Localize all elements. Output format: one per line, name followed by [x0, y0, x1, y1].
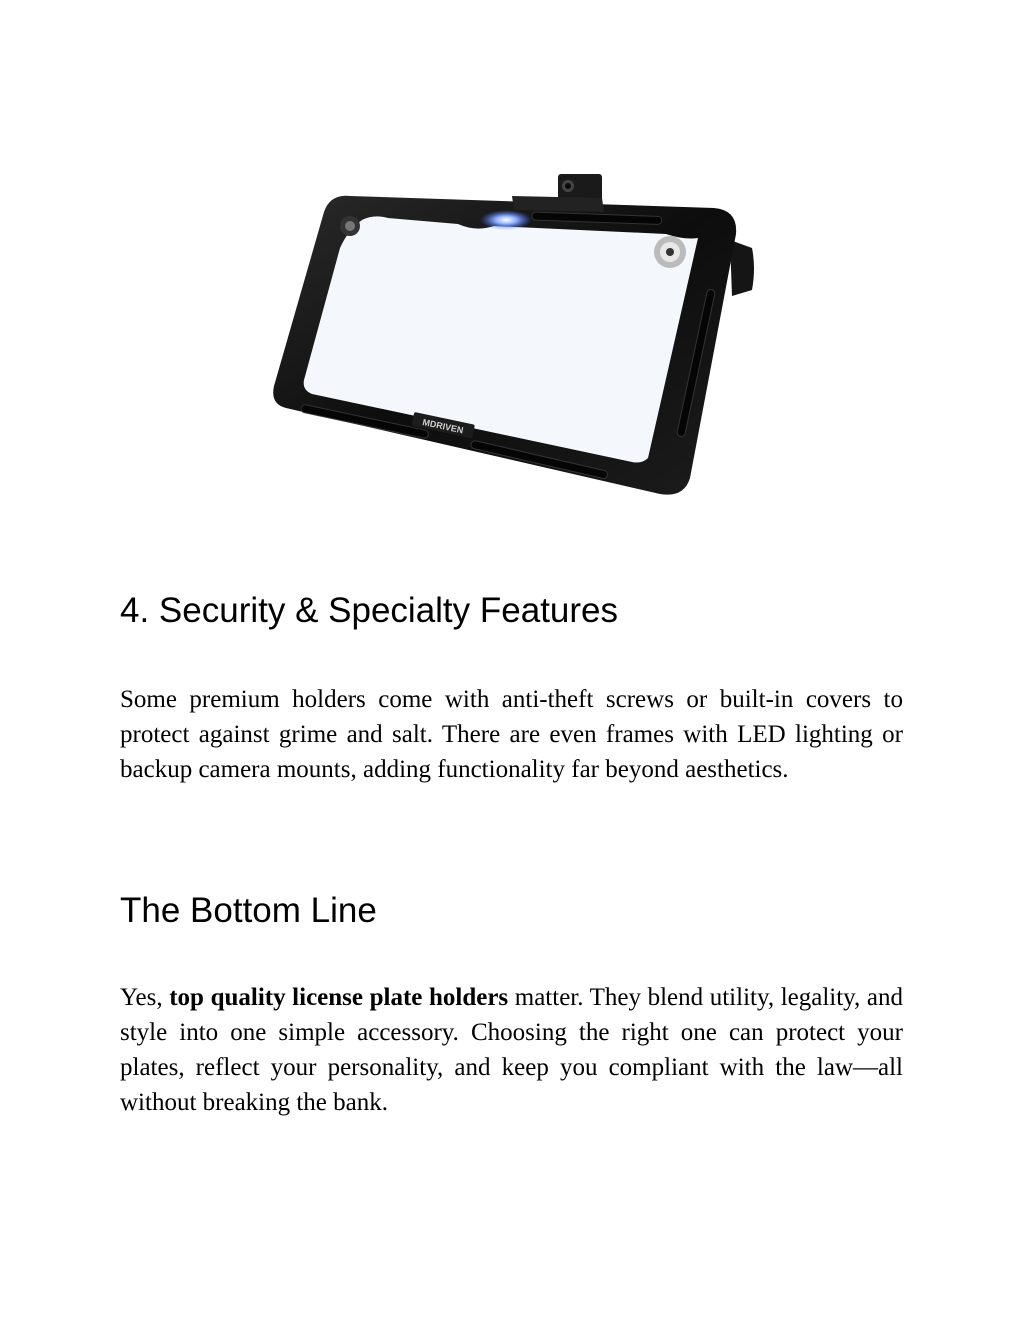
- paragraph-bottom-line-bold: top quality license plate holders: [169, 984, 509, 1011]
- brand-label: MDRIVEN: [421, 417, 465, 436]
- license-plate-frame-illustration: [262, 168, 762, 508]
- paragraph-bottom-line: [120, 980, 903, 1120]
- license-plate-frame-image: [262, 168, 762, 508]
- paragraph-bottom-line-start: Yes,: [120, 984, 170, 1011]
- led-light: [480, 210, 532, 230]
- side-mount: [730, 240, 754, 296]
- paragraph-bottom-line-end: matter. They blend utility, legality, and style into one simple accessory. Choosing the right one can protect your plates, reflect your personality, and keep you compliant with the law—all without breaking the bank.: [120, 984, 903, 1116]
- section-heading-bottom-line: The Bottom Line: [120, 891, 377, 930]
- paragraph-security: Some premium holders come with anti-theft screws or built-in covers to protect against grime and salt. There are even frames with LED lighting or backup camera mounts, adding functionality far beyond aesthetics.: [120, 686, 903, 783]
- section-heading-security: 4. Security & Specialty Features: [120, 591, 618, 630]
